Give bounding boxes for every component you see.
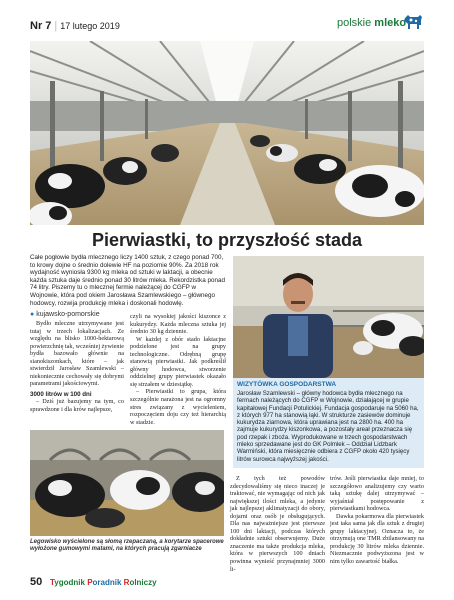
paragraph: W każdej z obór stado łaktacjne podzielone jest na grupy technologiczne. Odrębną grupę stanowią pierwiastki. Jak podkreślił główny hodowca, stworzenie oddzielnej grupy pierwiastek okazało się strzałem w dziesiątkę.: [130, 335, 226, 388]
article-column-4: [330, 475, 424, 566]
paragraph: czyli na wysokiej jakości kiszonce z kukurydzy. Każda mleczna sztuka jej średnio 30 kg dziennie.: [130, 313, 226, 336]
issue-number: Nr 7 | 17 lutego 2019: [30, 20, 120, 32]
paragraph: – Dziś już bazujemy na tym, co sprawdzone i dla krów najlepsze,: [30, 398, 124, 414]
photo-caption: Legowisko wyścielone są słomą rzepaczaną, a korytarze spacerowe wyłożone gumowymi matami, na których pracują zgarniacze: [30, 539, 224, 553]
article-title: Pierwiastki, to przyszłość stada: [91, 230, 363, 250]
article-column-1: [30, 320, 124, 414]
info-box-title: WIZYTÓWKA GOSPODARSTWA: [237, 381, 337, 388]
info-box-text: Jarosław Szamlewski – główny hodowca bydła mlecznego na fermach należących do CGFP w Wojnowie, działającej w grupie kapitałowej Fundacji Potulickiej. Fundacja gospodaruje na 5060 ha, z których 977 ha stanowią łąki. W strukturze zasiewów dominuje kukurydza ziarnowa, która uprawiana jest na 2800 ha. 400 ha zajmuje kukurydzy kiszonkowa, a pozostały areał przeznacza się pod rzepak i zboża. Wyprodukowane w trzech gospodarstwach mleko sprzedawane jest do GK Polmlek – Oddział Lidzbark Warmiński, która miesięcznie odbiera z CGFP około 420 tysięcy litrów surowca najwyższej jakości.: [237, 390, 419, 463]
paragraph: Z tych też powodów zdecydowaliśmy się nieco inaczej je traktować, nie wymagając od nich jak największej ilości mleka, a jedynie jak najlepszej aklimatyzacji do obory, dojarni oraz osób je obsługujących. Dla nas najważniejsze jest pierwsze 100 dni laktacji, podczas których dokładnie sztuki obserwujemy. Duże znaczenie ma także produkcja mleka, która w pierwszych 100 dniach powinna wynieść przynajmniej 3000 li-: [230, 475, 325, 573]
page-number: 50: [30, 576, 43, 588]
paragraph: Bydło mleczne utrzymywane jest tutaj w trzech lokalizacjach. Ze względu na blisko 1000-hektarową powierzchnię tak, wcześniej żywienie bydła bazowało głównie na sianokiszonkach, które – jak stwierdził Jarosław Szamlewski – niekoniecznie cechowały się dobrymi parametrami jakościowymi.: [30, 320, 124, 388]
paragraph: Dawka pokarmowa dla pierwiastek jest taka sama jak dla sztuk z drugiej grupy laktacyjnej. Oznacza to, że otrzymują one TMR zbilansowany na produkcję 30 litrów mleka dziennie. Niezmacznie podwyższona jest w nim tylko zawartość białka.: [330, 512, 424, 566]
brand-initial: T: [50, 578, 55, 587]
brand-initial: P: [87, 578, 93, 587]
section-title: [337, 17, 406, 29]
article-lead: Całe pogłowie bydła mlecznego liczy 1400 sztuk, z czego ponad 700, to krowy dojne o średnio dolewie HF na poziomie 90%. Za 2018 rok wydajność wyniosła 9300 kg mleka od sztuki w laktacji, a obecnie każda sztuka daje średnio ponad 30 litrów mleka. Rekordzistka ponad 74 litry. Piszemy tu o mlecznej fermie należącej do CGFP w Wojnowie, która pod okiem Jarosława Szamlewskiego – głównego hodowcy, rozwija produkcję mleka i doskonali hodowlę.: [30, 254, 225, 307]
brand-word: olniczy: [129, 578, 157, 587]
article-column-2: [130, 313, 226, 426]
brand-word: ygodnik: [54, 578, 88, 587]
brand-initial: R: [123, 578, 130, 587]
location-pin-icon: ●: [30, 311, 35, 318]
section-title-regular: polskie: [337, 17, 375, 29]
region-tag: [30, 311, 100, 318]
barn-photo: [30, 41, 424, 225]
subheading: 3000 litrów w 100 dni: [30, 390, 92, 398]
stall-photo: [30, 430, 224, 536]
cow-icon: [402, 12, 424, 30]
paragraph: trów. Jeśli pierwiastka daje mniej, to szczegółowo analizujemy czy warto taką sztukę dalej utrzymywać – wyjaśniał postępowanie z pierwiastkami hodowca.: [330, 475, 424, 513]
section-title-bold: mleko: [374, 17, 407, 29]
publication-brand: [50, 578, 157, 587]
issue-label: Nr 7: [30, 20, 52, 32]
region-label: kujawsko-pomorskie: [36, 311, 100, 318]
farm-info-box: [233, 378, 424, 468]
article-column-3: [230, 475, 325, 573]
farmer-photo: [233, 256, 424, 378]
brand-word: oradnik: [92, 578, 124, 587]
paragraph: – Pierwiastki to grupa, która szczególnie narażona jest na ogromny stres związany z wycieleniem, rozpoczęciem doju czy też hierarchią w stadzie.: [130, 388, 226, 426]
issue-date: 17 lutego 2019: [60, 21, 120, 31]
